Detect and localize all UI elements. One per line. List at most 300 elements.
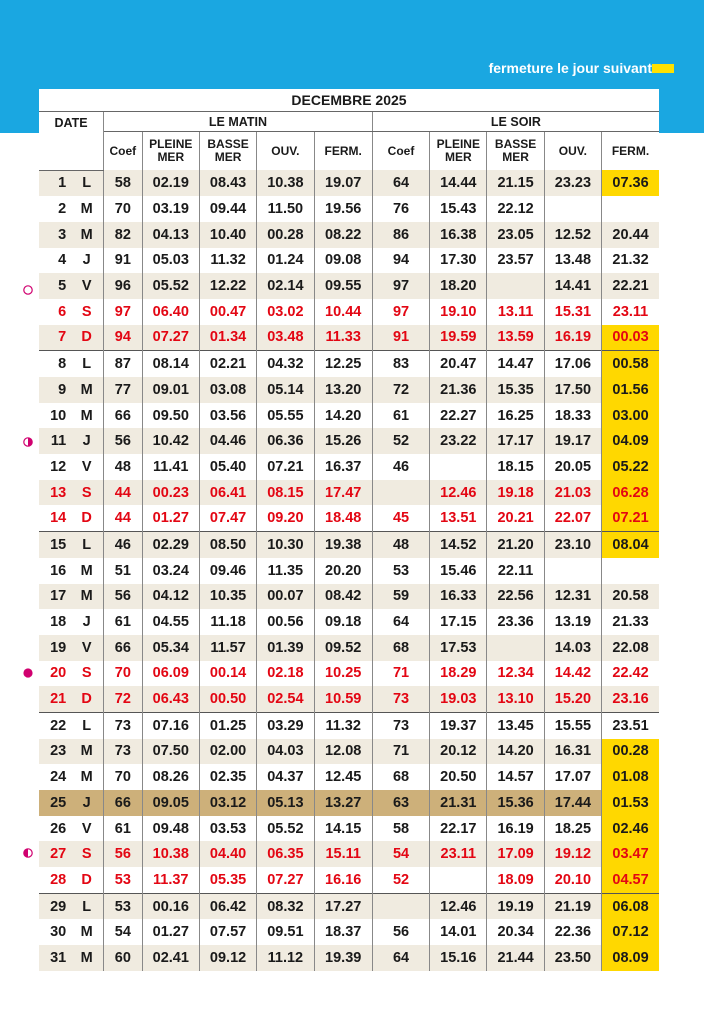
coef-morning: 66 [104, 790, 143, 816]
open-morning: 11.35 [257, 558, 314, 584]
low-tide-morning: 10.35 [199, 584, 256, 610]
weekday: L [70, 170, 103, 196]
legend-text: fermeture le jour suivant [488, 60, 652, 76]
coef-evening: 52 [372, 867, 429, 893]
weekday: S [70, 480, 103, 506]
low-tide-morning: 12.22 [199, 273, 256, 299]
close-morning: 10.59 [314, 686, 372, 712]
weekday: M [80, 562, 93, 579]
open-evening: 16.19 [544, 325, 601, 351]
open-morning: 00.07 [257, 584, 314, 610]
low-tide-morning: 04.40 [199, 841, 256, 867]
coef-morning: 97 [104, 299, 143, 325]
low-tide-morning: 09.44 [199, 196, 256, 222]
high-tide-morning: 02.29 [142, 532, 199, 558]
high-tide-morning: 03.24 [142, 558, 199, 584]
open-evening: 16.31 [544, 739, 601, 765]
day-number: 6 [58, 303, 67, 320]
coef-morning: 66 [104, 635, 143, 661]
weekday: J [70, 790, 103, 816]
low-tide-evening: 23.05 [487, 222, 544, 248]
high-tide-evening: 12.46 [430, 893, 487, 919]
coef-morning: 72 [104, 686, 143, 712]
high-tide-evening: 17.53 [430, 635, 487, 661]
close-evening: 23.51 [602, 712, 659, 738]
high-tide-evening: 18.29 [430, 661, 487, 687]
open-morning: 05.13 [257, 790, 314, 816]
open-morning: 01.39 [257, 635, 314, 661]
coef-evening: 48 [372, 532, 429, 558]
table-row [39, 816, 659, 842]
low-tide-morning: 11.57 [199, 635, 256, 661]
low-tide-evening [487, 273, 544, 299]
high-tide-evening [430, 454, 487, 480]
close-evening: 22.08 [602, 635, 659, 661]
evening-header: LE SOIR [372, 112, 659, 132]
close-evening: 22.42 [602, 661, 659, 687]
weekday: M [70, 945, 103, 971]
open-morning: 07.21 [257, 454, 314, 480]
open-evening: 14.03 [544, 635, 601, 661]
close-morning: 11.32 [314, 712, 372, 738]
table-row [39, 454, 659, 480]
weekday: M [80, 769, 93, 786]
open-morning: 04.37 [257, 764, 314, 790]
day-number: 4 [58, 252, 67, 269]
weekday: V [70, 635, 103, 661]
table-row [39, 403, 659, 429]
low-tide-morning: 06.42 [199, 893, 256, 919]
last-quarter-icon [23, 437, 33, 447]
coef-evening: 64 [372, 945, 429, 971]
coef-morning: 70 [104, 764, 143, 790]
table-row [39, 739, 659, 765]
close-morning: 10.25 [314, 661, 372, 687]
coef-evening: 63 [372, 790, 429, 816]
low-tide-morning: 03.56 [199, 403, 256, 429]
day-number: 19 [39, 635, 70, 661]
low-tide-morning: 03.08 [199, 377, 256, 403]
weekday: L [70, 893, 103, 919]
close-morning: 15.11 [314, 841, 372, 867]
close-morning: 13.20 [314, 377, 372, 403]
tide-table-container [39, 89, 659, 971]
coef-evening: 97 [372, 273, 429, 299]
column-headers [39, 132, 659, 171]
close-morning: 09.55 [314, 273, 372, 299]
open-morning: 05.14 [257, 377, 314, 403]
low-tide-evening: 19.18 [487, 480, 544, 506]
open-evening: 20.05 [544, 454, 601, 480]
close-evening: 01.56 [602, 377, 659, 403]
open-morning: 02.14 [257, 273, 314, 299]
close-evening: 03.00 [602, 403, 659, 429]
table-row [39, 196, 659, 222]
coef-evening: 86 [372, 222, 429, 248]
high-tide-morning: 09.50 [142, 403, 199, 429]
close-morning: 08.42 [314, 584, 372, 610]
high-tide-morning: 05.34 [142, 635, 199, 661]
day-number: 22 [39, 712, 70, 738]
high-tide-morning: 07.16 [142, 712, 199, 738]
close-evening: 00.28 [602, 739, 659, 765]
legend-swatch [652, 64, 674, 73]
low-tide-evening: 21.20 [487, 532, 544, 558]
open-evening: 20.10 [544, 867, 601, 893]
low-tide-evening: 20.21 [487, 505, 544, 531]
coef-morning: 56 [104, 584, 143, 610]
open-morning: 04.32 [257, 351, 314, 377]
table-row [39, 609, 659, 635]
day-number: 17 [39, 584, 70, 610]
coef-morning: 56 [104, 428, 143, 454]
high-tide-morning: 00.23 [142, 480, 199, 506]
coef-morning: 66 [104, 403, 143, 429]
low-tide-morning: 09.12 [199, 945, 256, 971]
day-number: 1 [39, 170, 70, 196]
day-number: 27 [39, 841, 70, 867]
low-tide-morning: 11.18 [199, 609, 256, 635]
high-tide-morning: 11.41 [142, 454, 199, 480]
pleine-mer-header-morning: PLEINE MER [142, 132, 199, 171]
close-morning: 19.38 [314, 532, 372, 558]
low-tide-morning: 00.50 [199, 686, 256, 712]
day-number: 3 [39, 222, 70, 248]
open-morning: 03.29 [257, 712, 314, 738]
close-evening: 01.08 [602, 764, 659, 790]
low-tide-morning: 05.35 [199, 867, 256, 893]
close-evening: 05.22 [602, 454, 659, 480]
high-tide-morning: 10.38 [142, 841, 199, 867]
weekday: D [70, 686, 103, 712]
coef-evening: 54 [372, 841, 429, 867]
high-tide-morning: 07.50 [142, 739, 199, 765]
open-evening: 19.12 [544, 841, 601, 867]
open-evening: 18.33 [544, 403, 601, 429]
high-tide-evening: 14.44 [430, 170, 487, 196]
close-morning: 14.15 [314, 816, 372, 842]
high-tide-evening: 20.12 [430, 739, 487, 765]
close-evening: 07.12 [602, 919, 659, 945]
day-number: 30 [50, 924, 67, 941]
high-tide-morning: 06.40 [142, 299, 199, 325]
low-tide-evening: 18.15 [487, 454, 544, 480]
high-tide-evening: 17.15 [430, 609, 487, 635]
close-evening: 07.21 [602, 505, 659, 531]
low-tide-evening: 23.57 [487, 248, 544, 274]
day-number: 9 [39, 377, 70, 403]
close-evening: 08.09 [602, 945, 659, 971]
close-evening: 07.36 [602, 170, 659, 196]
coef-morning: 44 [104, 480, 143, 506]
close-morning: 09.18 [314, 609, 372, 635]
close-morning: 18.37 [314, 919, 372, 945]
weekday: J [70, 428, 103, 454]
table-row [39, 480, 659, 506]
low-tide-evening: 15.36 [487, 790, 544, 816]
high-tide-morning: 04.12 [142, 584, 199, 610]
weekday: M [80, 924, 93, 941]
open-evening: 15.31 [544, 299, 601, 325]
table-row [39, 841, 659, 867]
low-tide-morning: 08.43 [199, 170, 256, 196]
coef-evening: 71 [372, 739, 429, 765]
high-tide-morning: 01.27 [142, 919, 199, 945]
open-evening: 23.50 [544, 945, 601, 971]
low-tide-morning: 07.47 [199, 505, 256, 531]
coef-header-evening: Coef [372, 132, 429, 171]
coef-morning: 44 [104, 505, 143, 531]
open-morning: 10.38 [257, 170, 314, 196]
open-evening: 21.03 [544, 480, 601, 506]
open-morning: 02.18 [257, 661, 314, 687]
coef-morning: 61 [104, 609, 143, 635]
day-number: 24 [50, 769, 67, 786]
high-tide-evening: 23.11 [430, 841, 487, 867]
close-morning: 17.47 [314, 480, 372, 506]
open-morning: 06.35 [257, 841, 314, 867]
open-evening: 15.55 [544, 712, 601, 738]
basse-mer-header-evening: BASSE MER [487, 132, 544, 171]
high-tide-morning: 03.19 [142, 196, 199, 222]
close-morning: 15.26 [314, 428, 372, 454]
month-title: DECEMBRE 2025 [39, 89, 659, 112]
low-tide-evening: 16.19 [487, 816, 544, 842]
open-evening: 22.07 [544, 505, 601, 531]
table-row [39, 558, 659, 584]
open-morning: 06.36 [257, 428, 314, 454]
open-morning: 03.48 [257, 325, 314, 351]
day-number: 26 [50, 820, 67, 837]
high-tide-morning: 10.42 [142, 428, 199, 454]
close-evening: 00.03 [602, 325, 659, 351]
coef-morning: 73 [104, 739, 143, 765]
tide-rows [39, 170, 659, 971]
low-tide-evening: 14.57 [487, 764, 544, 790]
weekday: D [81, 871, 92, 888]
close-morning: 19.39 [314, 945, 372, 971]
coef-evening: 56 [372, 919, 429, 945]
close-evening: 04.57 [602, 867, 659, 893]
weekday: M [80, 407, 93, 424]
coef-morning: 94 [104, 325, 143, 351]
low-tide-evening [487, 635, 544, 661]
date-header: DATE [39, 112, 104, 171]
coef-morning: 58 [104, 170, 143, 196]
open-evening: 23.10 [544, 532, 601, 558]
coef-morning: 96 [104, 273, 143, 299]
high-tide-evening: 16.33 [430, 584, 487, 610]
day-number: 2 [58, 201, 67, 218]
coef-morning: 53 [104, 893, 143, 919]
open-evening: 19.17 [544, 428, 601, 454]
high-tide-evening: 13.51 [430, 505, 487, 531]
weekday: L [70, 351, 103, 377]
weekday: S [81, 303, 92, 320]
open-evening: 12.52 [544, 222, 601, 248]
low-tide-evening: 22.56 [487, 584, 544, 610]
coef-morning: 60 [104, 945, 143, 971]
coef-morning: 70 [104, 661, 143, 687]
coef-evening: 58 [372, 816, 429, 842]
open-evening [544, 196, 601, 222]
coef-morning: 73 [104, 712, 143, 738]
coef-morning: 46 [104, 532, 143, 558]
coef-evening: 73 [372, 712, 429, 738]
coef-evening: 45 [372, 505, 429, 531]
table-row [39, 945, 659, 971]
close-morning: 19.56 [314, 196, 372, 222]
low-tide-morning: 09.46 [199, 558, 256, 584]
open-evening: 17.50 [544, 377, 601, 403]
weekday: M [70, 739, 103, 765]
high-tide-morning: 08.14 [142, 351, 199, 377]
high-tide-morning: 06.09 [142, 661, 199, 687]
low-tide-evening: 20.34 [487, 919, 544, 945]
table-row [39, 919, 659, 945]
open-evening [544, 558, 601, 584]
low-tide-evening: 23.36 [487, 609, 544, 635]
weekday: M [80, 201, 93, 218]
coef-header-morning: Coef [104, 132, 143, 171]
first-quarter-icon [23, 848, 33, 858]
table-row [39, 222, 659, 248]
high-tide-evening: 20.50 [430, 764, 487, 790]
low-tide-morning: 08.50 [199, 532, 256, 558]
high-tide-evening: 19.10 [430, 299, 487, 325]
coef-evening: 94 [372, 248, 429, 274]
high-tide-evening: 23.22 [430, 428, 487, 454]
open-evening: 13.19 [544, 609, 601, 635]
open-morning: 11.50 [257, 196, 314, 222]
low-tide-morning: 11.32 [199, 248, 256, 274]
coef-morning: 82 [104, 222, 143, 248]
coef-morning: 53 [104, 867, 143, 893]
open-morning: 01.24 [257, 248, 314, 274]
day-number: 28 [50, 871, 67, 888]
open-evening: 13.48 [544, 248, 601, 274]
ferm-header-morning: FERM. [314, 132, 372, 171]
close-evening: 00.58 [602, 351, 659, 377]
high-tide-morning: 11.37 [142, 867, 199, 893]
open-morning: 03.02 [257, 299, 314, 325]
close-evening: 22.21 [602, 273, 659, 299]
ouv-header-evening: OUV. [544, 132, 601, 171]
coef-evening: 46 [372, 454, 429, 480]
coef-morning: 77 [104, 377, 143, 403]
close-evening: 02.46 [602, 816, 659, 842]
high-tide-evening: 21.31 [430, 790, 487, 816]
coef-evening: 61 [372, 403, 429, 429]
table-row [39, 377, 659, 403]
high-tide-evening: 17.30 [430, 248, 487, 274]
open-morning: 10.30 [257, 532, 314, 558]
weekday: D [70, 325, 103, 351]
day-number: 21 [39, 686, 70, 712]
coef-morning: 48 [104, 454, 143, 480]
close-morning: 10.44 [314, 299, 372, 325]
low-tide-evening: 19.19 [487, 893, 544, 919]
low-tide-morning: 01.25 [199, 712, 256, 738]
open-morning: 00.56 [257, 609, 314, 635]
day-number: 7 [39, 325, 70, 351]
coef-morning: 54 [104, 919, 143, 945]
coef-evening: 71 [372, 661, 429, 687]
low-tide-morning: 04.46 [199, 428, 256, 454]
table-row [39, 893, 659, 919]
high-tide-evening: 18.20 [430, 273, 487, 299]
high-tide-morning: 00.16 [142, 893, 199, 919]
open-evening: 17.06 [544, 351, 601, 377]
tide-table [39, 89, 659, 971]
close-morning: 12.08 [314, 739, 372, 765]
close-morning: 18.48 [314, 505, 372, 531]
ouv-header-morning: OUV. [257, 132, 314, 171]
open-evening: 21.19 [544, 893, 601, 919]
high-tide-evening: 20.47 [430, 351, 487, 377]
low-tide-evening: 14.20 [487, 739, 544, 765]
basse-mer-header-morning: BASSE MER [199, 132, 256, 171]
new-moon-icon [23, 668, 33, 678]
weekday: V [81, 820, 92, 837]
day-number: 12 [50, 458, 67, 475]
close-morning: 16.16 [314, 867, 372, 893]
close-evening: 04.09 [602, 428, 659, 454]
open-morning: 08.32 [257, 893, 314, 919]
table-row [39, 299, 659, 325]
high-tide-evening: 12.46 [430, 480, 487, 506]
open-evening: 15.20 [544, 686, 601, 712]
high-tide-morning: 09.48 [142, 816, 199, 842]
high-tide-evening: 22.17 [430, 816, 487, 842]
high-tide-evening [430, 867, 487, 893]
low-tide-morning: 03.12 [199, 790, 256, 816]
close-evening: 01.53 [602, 790, 659, 816]
close-evening [602, 196, 659, 222]
day-number: 18 [50, 614, 67, 631]
close-evening: 20.58 [602, 584, 659, 610]
weekday: L [70, 532, 103, 558]
high-tide-evening: 19.59 [430, 325, 487, 351]
close-morning: 09.08 [314, 248, 372, 274]
day-number: 31 [39, 945, 70, 971]
high-tide-morning: 09.05 [142, 790, 199, 816]
table-row [39, 532, 659, 558]
low-tide-evening: 13.59 [487, 325, 544, 351]
low-tide-morning: 01.34 [199, 325, 256, 351]
open-evening: 17.44 [544, 790, 601, 816]
high-tide-morning: 02.19 [142, 170, 199, 196]
close-evening: 06.28 [602, 480, 659, 506]
table-row [39, 764, 659, 790]
open-morning: 04.03 [257, 739, 314, 765]
low-tide-evening: 17.09 [487, 841, 544, 867]
table-row [39, 661, 659, 687]
low-tide-morning: 02.21 [199, 351, 256, 377]
day-number: 20 [50, 665, 67, 682]
high-tide-morning: 09.01 [142, 377, 199, 403]
weekday: V [70, 273, 103, 299]
low-tide-evening: 15.35 [487, 377, 544, 403]
coef-evening: 59 [372, 584, 429, 610]
open-morning: 05.52 [257, 816, 314, 842]
high-tide-evening: 22.27 [430, 403, 487, 429]
open-morning: 09.20 [257, 505, 314, 531]
high-tide-morning: 05.52 [142, 273, 199, 299]
low-tide-morning: 02.00 [199, 739, 256, 765]
low-tide-morning: 03.53 [199, 816, 256, 842]
low-tide-evening: 22.11 [487, 558, 544, 584]
